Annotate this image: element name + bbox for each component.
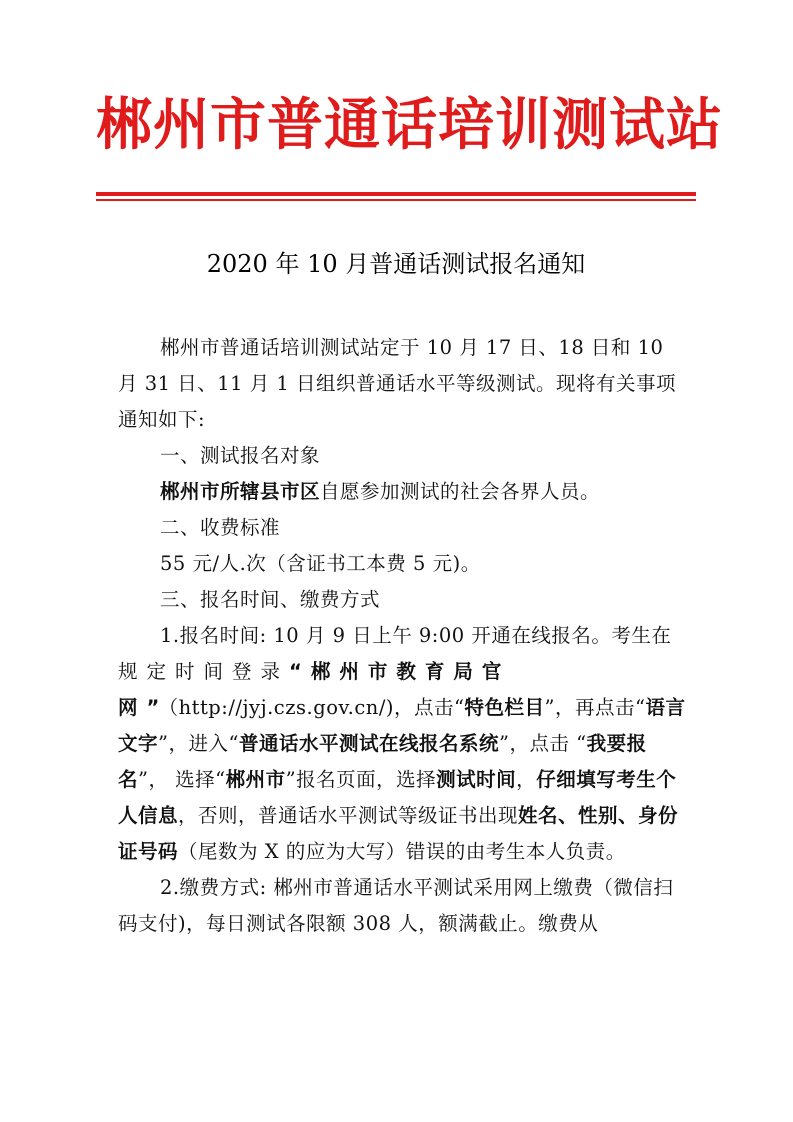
document-title: 2020 年 10 月普通话测试报名通知 (206, 250, 586, 278)
organization-masthead: 郴州市普通话培训测试站 (96, 93, 723, 158)
section1-text: 自愿参加测试的社会各界人员。 (320, 480, 601, 503)
text-fragment: ”，点击 “ (498, 732, 587, 755)
test-time-label: 测试时间 (436, 768, 517, 791)
section3-heading: 三、报名时间、缴费方式 (160, 588, 381, 611)
official-site-url[interactable]: （http://jyj.czs.gov.cn/) (168, 696, 394, 719)
text-fragment: ”， 选择“ (138, 768, 226, 791)
registration-time-paragraph (118, 618, 690, 870)
section2-heading: 二、收费标准 (160, 516, 281, 539)
intro-paragraph: 郴州市普通话培训测试站定于 10 月 17 日、18 日和 10 月 31 日、11 月 1 日组织普通话水平等级测试。现将有关事项通知如下: (118, 336, 677, 431)
text-fragment: ， (516, 768, 537, 791)
text-fragment: ”报名页面，选择 (285, 768, 437, 791)
payment-method-paragraph: 2.缴费方式: 郴州市普通话水平测试采用网上缴费（微信扫码支付)，每日测试各限额 308 人，额满截止。缴费从 (118, 876, 674, 935)
section2-paragraph: 55 元/人.次（含证书工本费 5 元)。 (160, 552, 481, 575)
section1-heading: 一、测试报名对象 (160, 444, 321, 467)
language-text-label: 语言文字 (118, 696, 686, 755)
fill-info-label: 仔细填写考生个人信息 (118, 768, 677, 827)
text-fragment: ，否则，普通话水平测试等级证书出现 (178, 804, 519, 827)
text-fragment: ，点击“ (394, 696, 465, 719)
identity-fields-label: 姓名、性别、身份证号码 (118, 804, 679, 863)
header-rule-thick (96, 192, 696, 196)
registration-time-lead: 1.报名时间: 10 月 9 日上午 9:00 开通在线报名。考生 (160, 624, 652, 647)
special-column-label: 特色栏目 (464, 696, 545, 719)
header-rule-thin (96, 199, 696, 201)
section1-paragraph (118, 474, 690, 510)
online-system-label: 普通话水平测试在线报名系统 (238, 732, 499, 755)
login-instruction: 在规定时间登录 (118, 624, 680, 683)
section1-emphasis: 郴州市所辖县市区 (160, 480, 321, 503)
text-fragment: （尾数为 X 的应为大写）错误的由考生本人负责。 (178, 840, 626, 863)
text-fragment: ”，再点击“ (544, 696, 646, 719)
text-fragment: ”，进入“ (158, 732, 239, 755)
official-site-name: “郴州市教育局官网” (118, 660, 511, 719)
signup-label: 我要报名 (118, 732, 647, 791)
city-label: 郴州市 (225, 768, 286, 791)
document-body (118, 330, 690, 942)
